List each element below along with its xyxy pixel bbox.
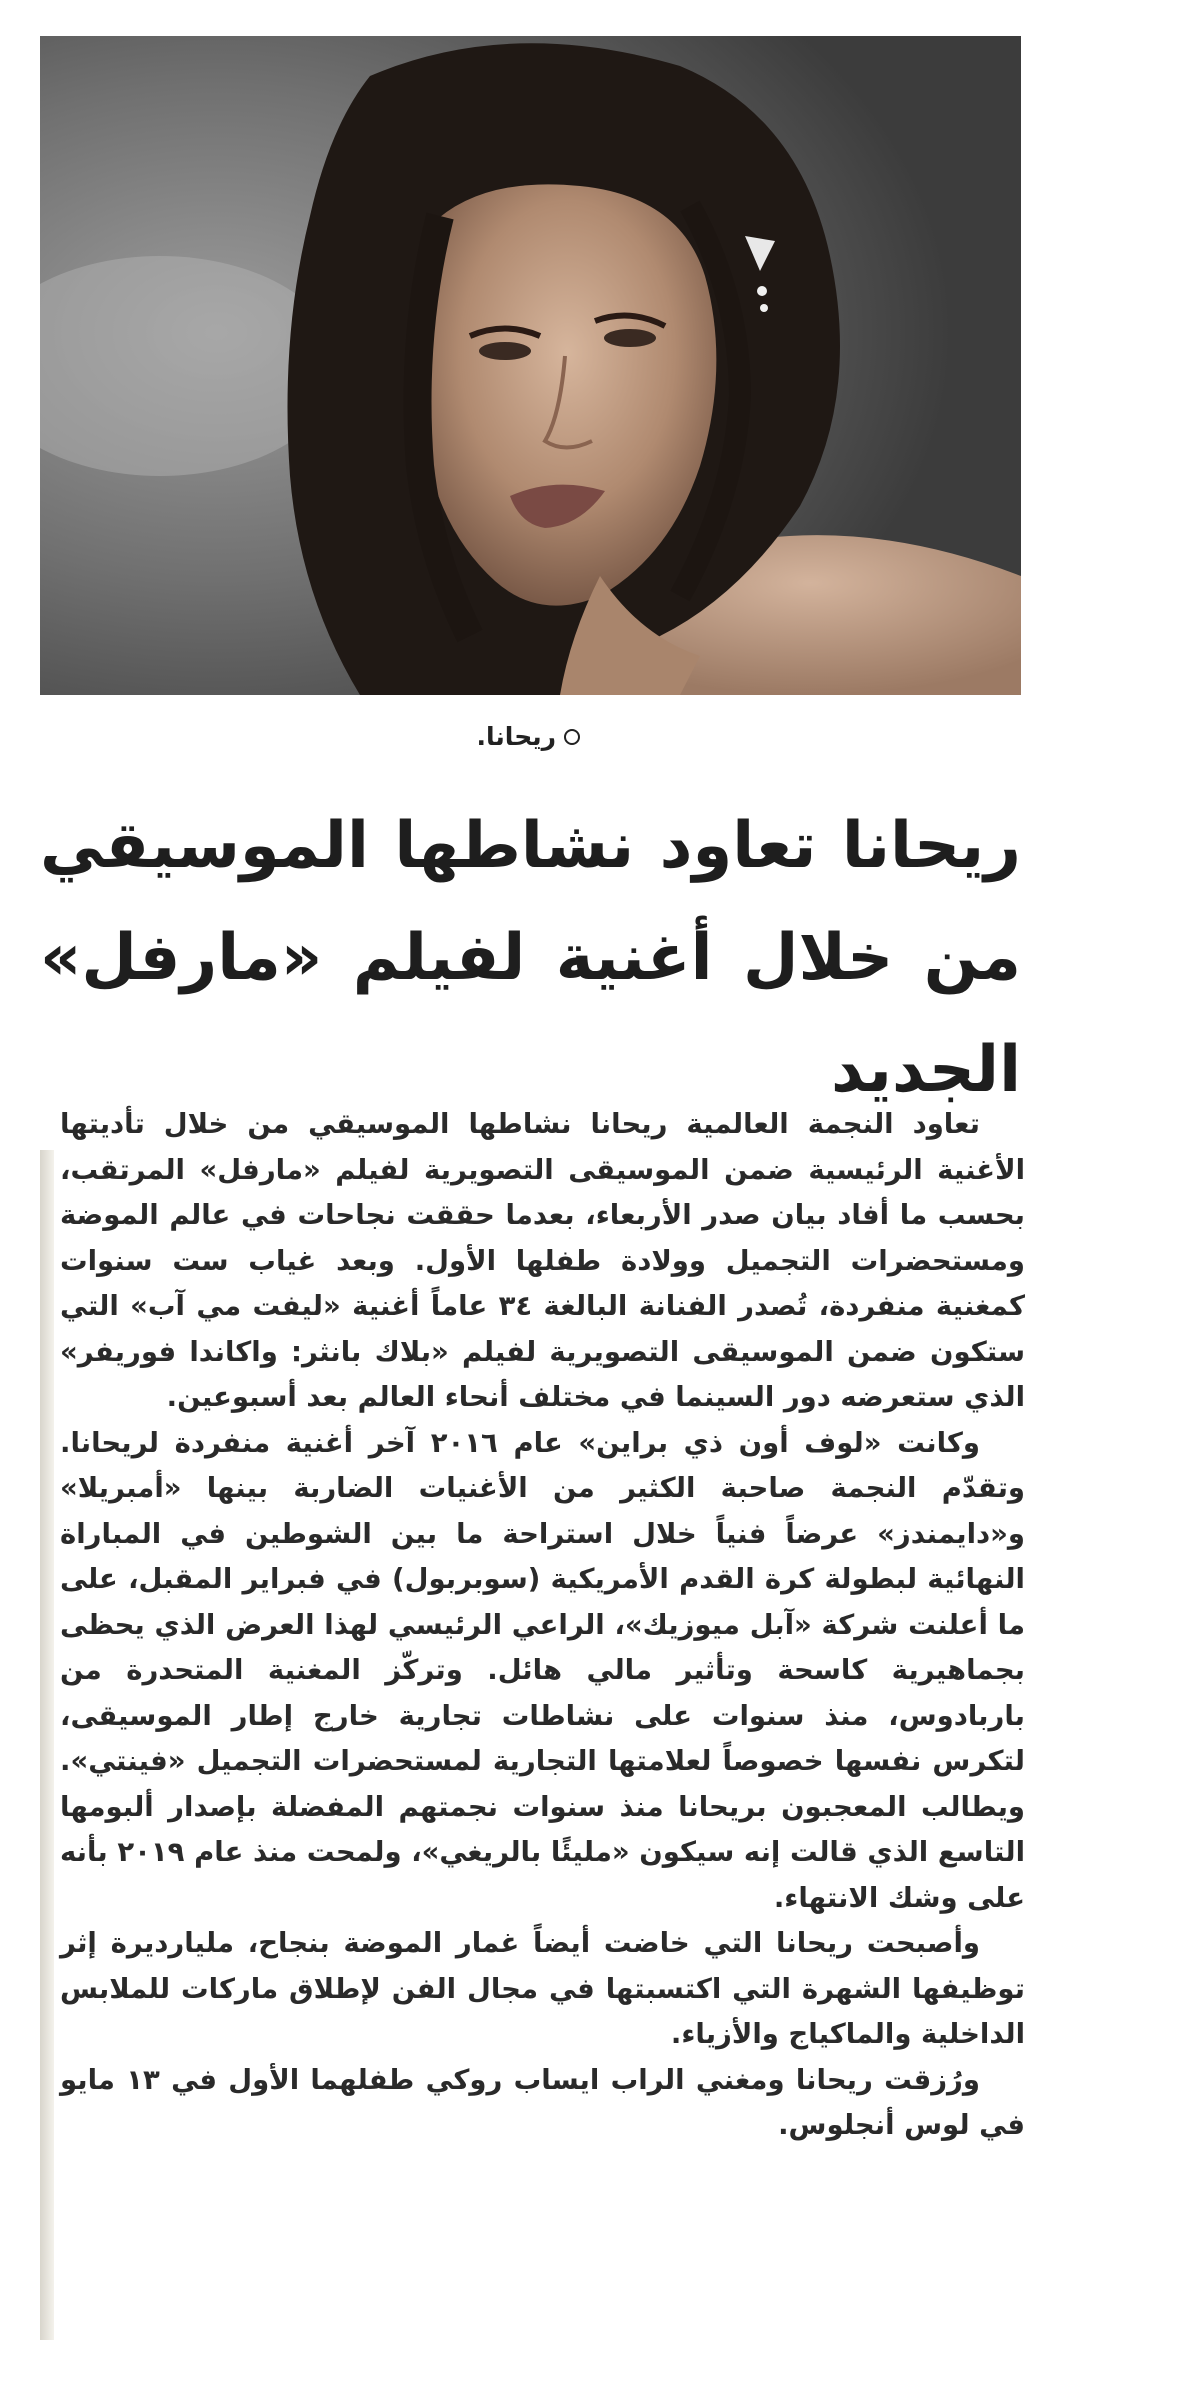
circle-icon [564, 729, 580, 745]
photo-caption [40, 722, 580, 751]
article-paragraph: وأصبحت ريحانا التي خاضت أيضاً غمار الموضة بنجاح، مليارديرة إثر توظيفها الشهرة التي اكتسبتها في مجال الفن لإطلاق ماركات للملابس الداخلية والماكياج والأزياء. [60, 1927, 1025, 2050]
article-headline: ريحانا تعاود نشاطها الموسيقي من خلال أغنية لفيلم «مارفل» الجديد [40, 809, 1021, 1107]
article-photo [40, 36, 1021, 695]
portrait-photo [40, 36, 1021, 695]
article-paragraph: تعاود النجمة العالمية ريحانا نشاطها الموسيقي من خلال تأديتها الأغنية الرئيسية ضمن الموسيقى التصويرية لفيلم «مارفل» المرتقب، بحسب ما أفاد بيان صدر الأربعاء، بعدما حققت نجاحات في عالم الموضة ومستحضرات التجميل وولادة طفلها الأول. وبعد غياب ست سنوات كمغنية منفردة، تُصدر الفنانة البالغة ٣٤ عاماً أغنية «ليفت مي آب» التي ستكون ضمن الموسيقى التصويرية لفيلم «بلاك بانثر: واكاندا فوريفر» الذي ستعرضه دور السينما في مختلف أنحاء العالم بعد أسبوعين. [60, 1108, 1025, 1413]
caption-text: ريحانا. [476, 722, 556, 751]
article-body [60, 1102, 1025, 2149]
article-paragraph: ورُزقت ريحانا ومغني الراب ايساب روكي طفلهما الأول في ١٣ مايو في لوس أنجلوس. [60, 2063, 1025, 2141]
page-edge-shadow [40, 1150, 54, 2340]
article-paragraph: وكانت «لوف أون ذي براين» عام ٢٠١٦ آخر أغنية منفردة لريحانا. وتقدّم النجمة صاحبة الكثير من الأغنيات الضاربة بينها «أمبريلا» و«دايمندز» عرضاً فنياً خلال استراحة ما بين الشوطين في المباراة النهائية لبطولة كرة القدم الأمريكية (سوبربول) في فبراير المقبل، على ما أعلنت شركة «آبل ميوزيك»، الراعي الرئيسي لهذا العرض الذي يحظى بجماهيرية كاسحة وتأثير مالي هائل. وتركّز المغنية المتحدرة من باربادوس، منذ سنوات على نشاطات تجارية خارج إطار الموسيقى، لتكرس نفسها خصوصاً لعلامتها التجارية لمستحضرات التجميل «فينتي». ويطالب المعجبون بريحانا منذ سنوات نجمتهم المفضلة بإصدار ألبومها التاسع الذي قالت إنه سيكون «مليئًا بالريغي»، ولمحت منذ عام ٢٠١٩ بأنه على وشك الانتهاء. [60, 1426, 1026, 1914]
